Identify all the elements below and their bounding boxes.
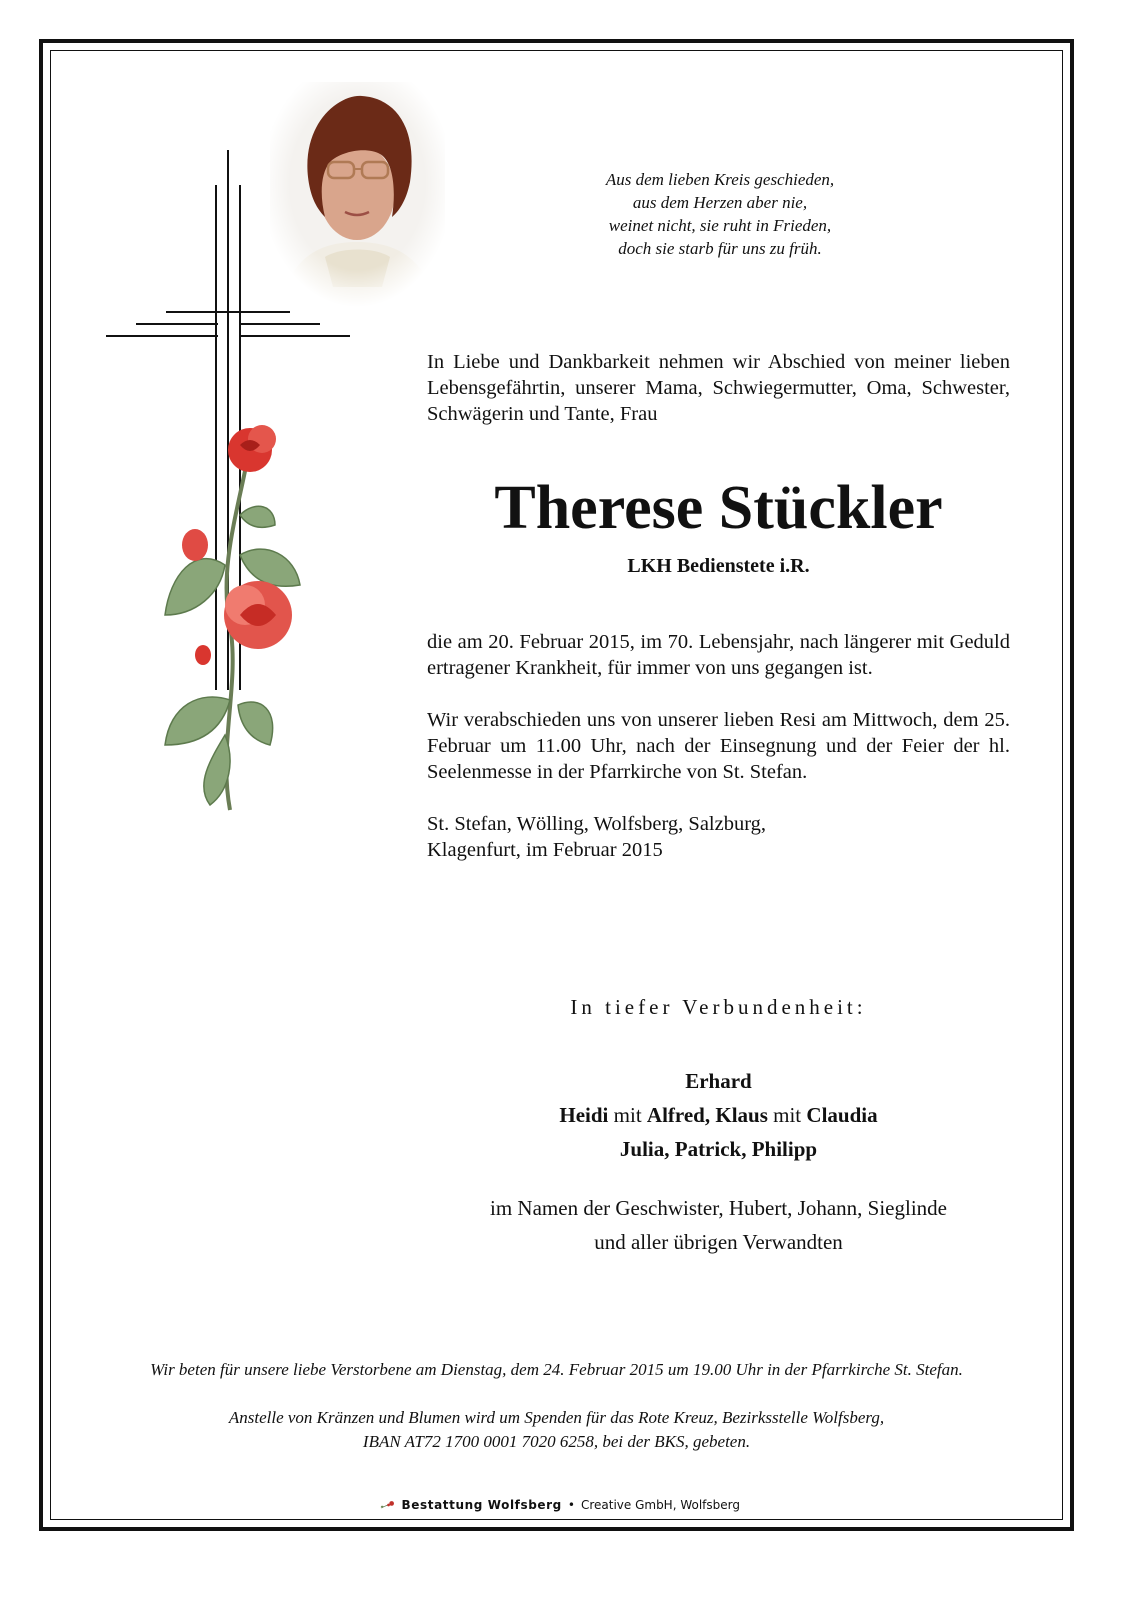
place-line: St. Stefan, Wölling, Wolfsberg, Salzburg, [427, 813, 767, 835]
mourners-list [427, 1064, 1010, 1166]
rose-icon [195, 645, 211, 665]
mourner-name: Claudia [806, 1103, 878, 1127]
connector-word: mit [767, 1103, 807, 1127]
cross-with-roses-icon [100, 145, 360, 825]
imprint-brand: Bestattung Wolfsberg [401, 1498, 562, 1512]
deceased-name: Therese Stückler [494, 474, 943, 542]
mourners-heading: In tiefer Verbundenheit: [570, 995, 867, 1019]
mourner-line: Erhard [685, 1069, 752, 1093]
imprint-company: Creative GmbH, Wolfsberg [580, 1498, 740, 1512]
verse-line: aus dem Herzen aber nie, [632, 193, 808, 212]
place-line: Klagenfurt, im Februar 2015 [427, 839, 663, 861]
verse-line: doch sie starb für uns zu früh. [618, 239, 822, 258]
connector-word: mit [608, 1103, 647, 1127]
extended-family [427, 1191, 1010, 1259]
extended-line: und aller übrigen Verwandten [594, 1230, 843, 1254]
donation-line: IBAN AT72 1700 0001 7020 6258, bei der BKS, gebeten. [362, 1432, 751, 1451]
mourner-name: Alfred, Klaus [646, 1103, 768, 1127]
rose-icon [182, 529, 208, 561]
donation-line: Anstelle von Kränzen und Blumen wird um Spenden für das Rote Kreuz, Bezirksstelle Wolfsberg, [228, 1408, 885, 1427]
memorial-verse [560, 168, 880, 260]
donation-note [55, 1406, 1058, 1454]
verse-line: weinet nicht, sie ruht in Frieden, [608, 216, 832, 235]
extended-line: im Namen der Geschwister, Hubert, Johann, Sieglinde [490, 1196, 947, 1220]
mourner-line: Julia, Patrick, Philipp [619, 1137, 818, 1161]
intro-text: In Liebe und Dankbarkeit nehmen wir Abschied von meiner lieben Lebensgefährtin, unserer Mama, Schwiegermutter, Oma, Schwester, Schwägerin und Tante, Frau [427, 351, 1010, 425]
rose-icon [224, 581, 292, 649]
mourner-line [427, 1098, 1010, 1132]
rose-logo-icon [380, 1493, 396, 1517]
deceased-role: LKH Bedienstete i.R. [627, 555, 810, 577]
prayer-note: Wir beten für unsere liebe Verstorbene am Dienstag, dem 24. Februar 2015 um 19.00 Uhr in der Pfarrkirche St. Stefan. [150, 1360, 963, 1379]
death-notice-paragraph: die am 20. Februar 2015, im 70. Lebensjahr, nach längerer mit Geduld ertragener Krankheit, für immer von uns gegangen ist. [427, 631, 1010, 679]
imprint-separator: • [567, 1498, 575, 1512]
place-and-date [427, 811, 1010, 863]
funeral-paragraph: Wir verabschieden uns von unserer lieben Resi am Mittwoch, dem 25. Februar um 11.00 Uhr, nach der Einsegnung und der Feier der hl. Seelenmesse in der Pfarrkirche von St. Stefan. [427, 709, 1010, 783]
rose-icon [228, 425, 276, 472]
imprint [380, 1492, 740, 1518]
verse-line: Aus dem lieben Kreis geschieden, [605, 170, 835, 189]
mourner-name: Heidi [559, 1103, 609, 1127]
